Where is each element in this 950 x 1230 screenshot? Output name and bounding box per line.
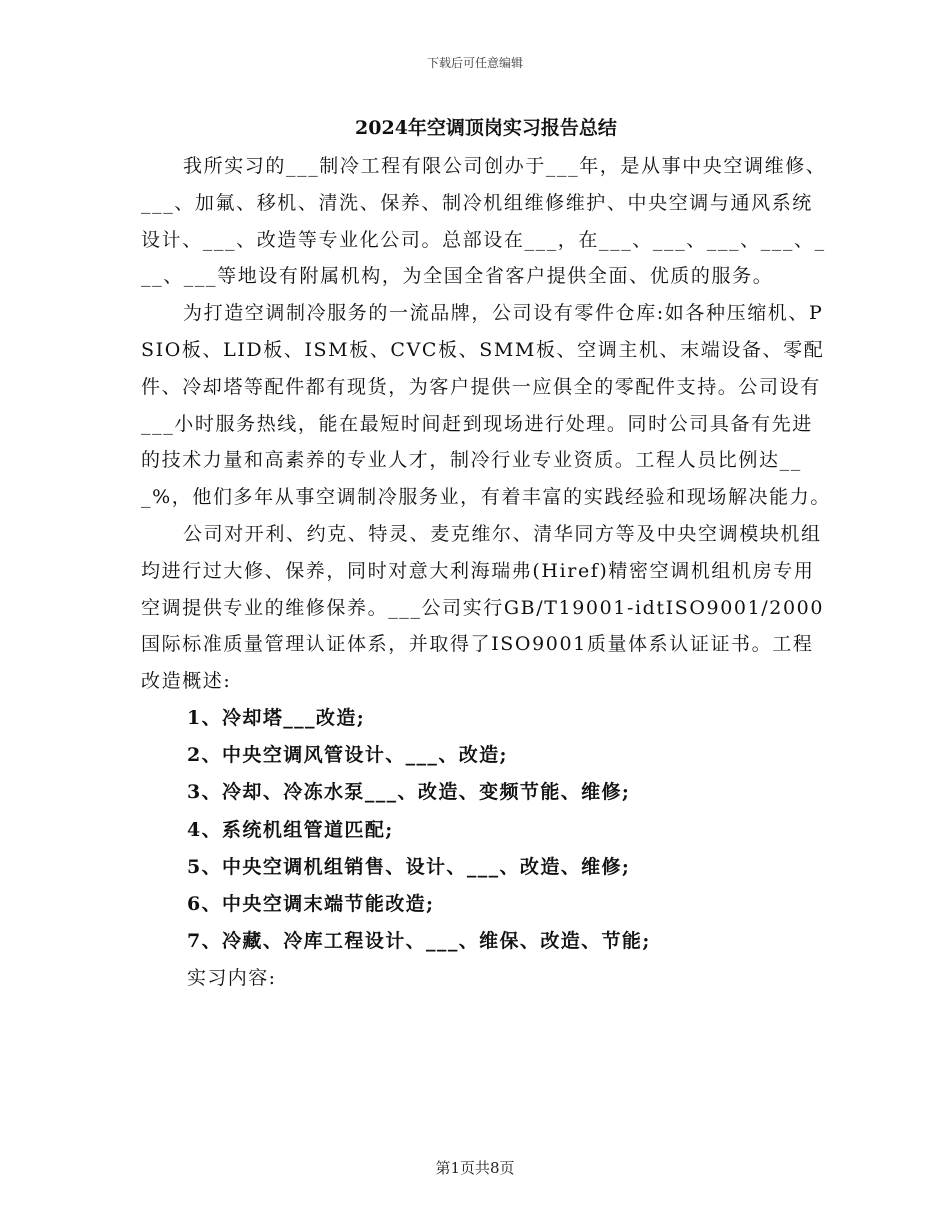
- document-body: [141, 112, 831, 997]
- page-header: 下载后可任意编辑: [426, 56, 523, 70]
- paragraph-company-intro: 我所实习的___制冷工程有限公司创办于___年，是从事中央空调维修、___、加氟、移机、清洗、保养、制冷机组维修维护、中央空调与通风系统设计、___、改造等专业化公司。总部设在___，在___、___、___、___、___、___等地设有附属机构，为全国全省客户提供全面、优质的服务。: [141, 155, 827, 288]
- page-footer: 第1页共8页: [435, 1159, 515, 1177]
- list-item: 4、系统机组管道匹配;: [187, 818, 394, 841]
- paragraph-maintenance-overview: 公司对开利、约克、特灵、麦克维尔、清华同方等及中央空调模块机组均进行过大修、保养，同时对意大利海瑞弗(Hiref)精密空调机组机房专用空调提供专业的维修保养。___公司实行GB/T19001-idtISO9001/2000国际标准质量管理认证体系，并取得了ISO9001质量体系认证证书。工程改造概述:: [141, 522, 825, 693]
- list-item: 2、中央空调风管设计、___、改造;: [187, 744, 508, 767]
- list-item: 1、冷却塔___改造;: [187, 706, 366, 729]
- list-item: 7、冷藏、冷库工程设计、___、维保、改造、节能;: [187, 930, 651, 953]
- list-item: 6、中央空调末端节能改造;: [187, 892, 435, 915]
- document-title: 2024年空调顶岗实习报告总结: [355, 117, 617, 139]
- renovation-list: [141, 700, 831, 960]
- paragraph-parts-service: 为打造空调制冷服务的一流品牌，公司设有零件仓库:如各种压缩机、PSIO板、LID板、ISM板、CVC板、SMM板、空调主机、末端设备、零配件、冷却塔等配件都有现货，为客户提供一应俱全的零配件支持。公司设有___小时服务热线，能在最短时间赶到现场进行处理。同时公司具备有先进的技术力量和高素养的专业人才，制冷行业专业资质。工程人员比例达___%，他们多年从事空调制冷服务业，有着丰富的实践经验和现场解决能力。: [141, 302, 831, 509]
- section-subheading: 实习内容:: [187, 967, 277, 990]
- list-item: 5、中央空调机组销售、设计、___、改造、维修;: [187, 855, 631, 878]
- list-item: 3、冷却、冷冻水泵___、改造、变频节能、维修;: [187, 781, 631, 804]
